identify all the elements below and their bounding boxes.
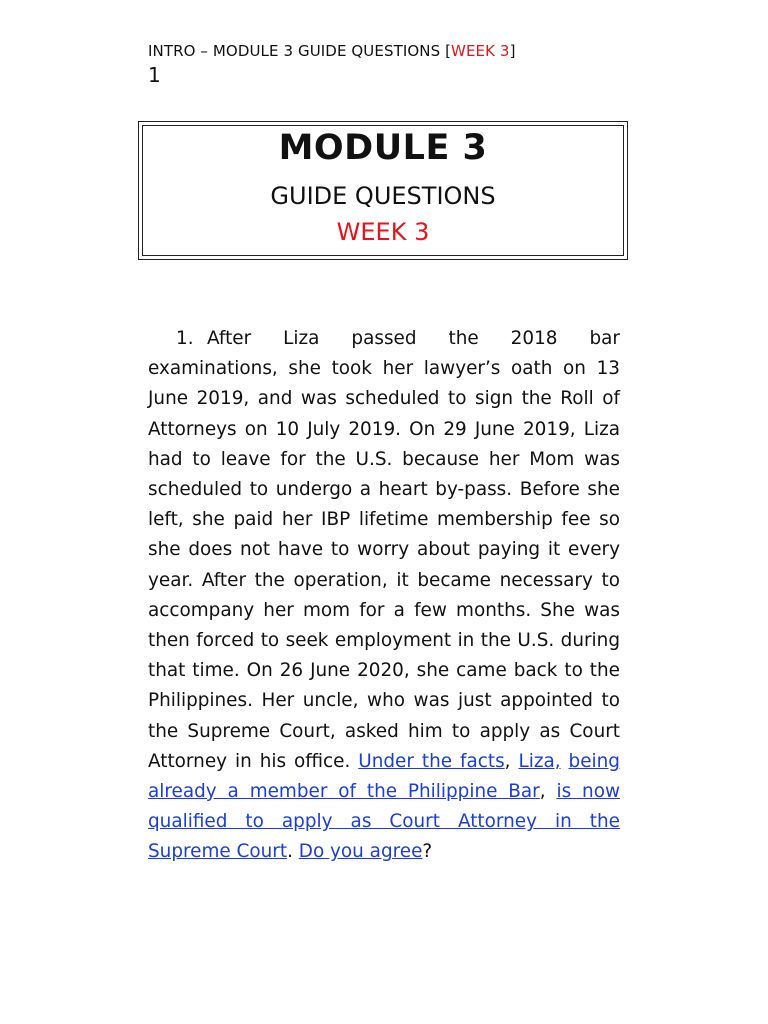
link-member-of-bar[interactable]: being already a member of the Philippine Bar bbox=[148, 750, 620, 803]
separator-4: . bbox=[287, 841, 299, 863]
header-prefix: INTRO – MODULE 3 GUIDE QUESTIONS [ bbox=[148, 42, 452, 60]
question-end: ? bbox=[422, 841, 433, 863]
link-qualified-court-attorney[interactable]: is now qualified to apply as Court Attorney in the Supreme Court bbox=[148, 781, 620, 863]
question-1 bbox=[148, 324, 620, 868]
link-do-you-agree[interactable]: Do you agree bbox=[298, 841, 423, 863]
module-week: WEEK 3 bbox=[336, 218, 430, 246]
module-subtitle: GUIDE QUESTIONS bbox=[270, 182, 496, 210]
running-header bbox=[148, 42, 516, 60]
link-under-the-facts[interactable]: Under the facts bbox=[358, 750, 505, 772]
separator-3: , bbox=[539, 781, 557, 803]
question-text: After Liza passed the 2018 bar examinations, she took her lawyer’s oath on 13 June 2019, and was scheduled to sign the Roll of Attorneys on 10 July 2019. On 29 June 2019, Liza had to leave for the U.S. because her Mom was scheduled to undergo a heart by-pass. Before she left, she paid her IBP lifetime membership fee so she does not have to worry about paying it every year. After the operation, it became necessary to accompany her mom for a few months. She was then forced to seek employment in the U.S. during that time. On 26 June 2020, she came back to the Philippines. Her uncle, who was just appointed to the Supreme Court, asked him to apply as Court Attorney in his office. bbox=[148, 328, 620, 772]
question-number: 1. bbox=[176, 328, 194, 349]
header-week-highlight: WEEK 3 bbox=[451, 42, 510, 60]
page-number: 1 bbox=[148, 63, 161, 87]
header-suffix: ] bbox=[509, 42, 516, 60]
separator-2 bbox=[561, 751, 569, 772]
module-title: MODULE 3 bbox=[278, 128, 488, 168]
separator-1: , bbox=[504, 750, 519, 772]
link-liza[interactable]: Liza, bbox=[518, 750, 561, 772]
